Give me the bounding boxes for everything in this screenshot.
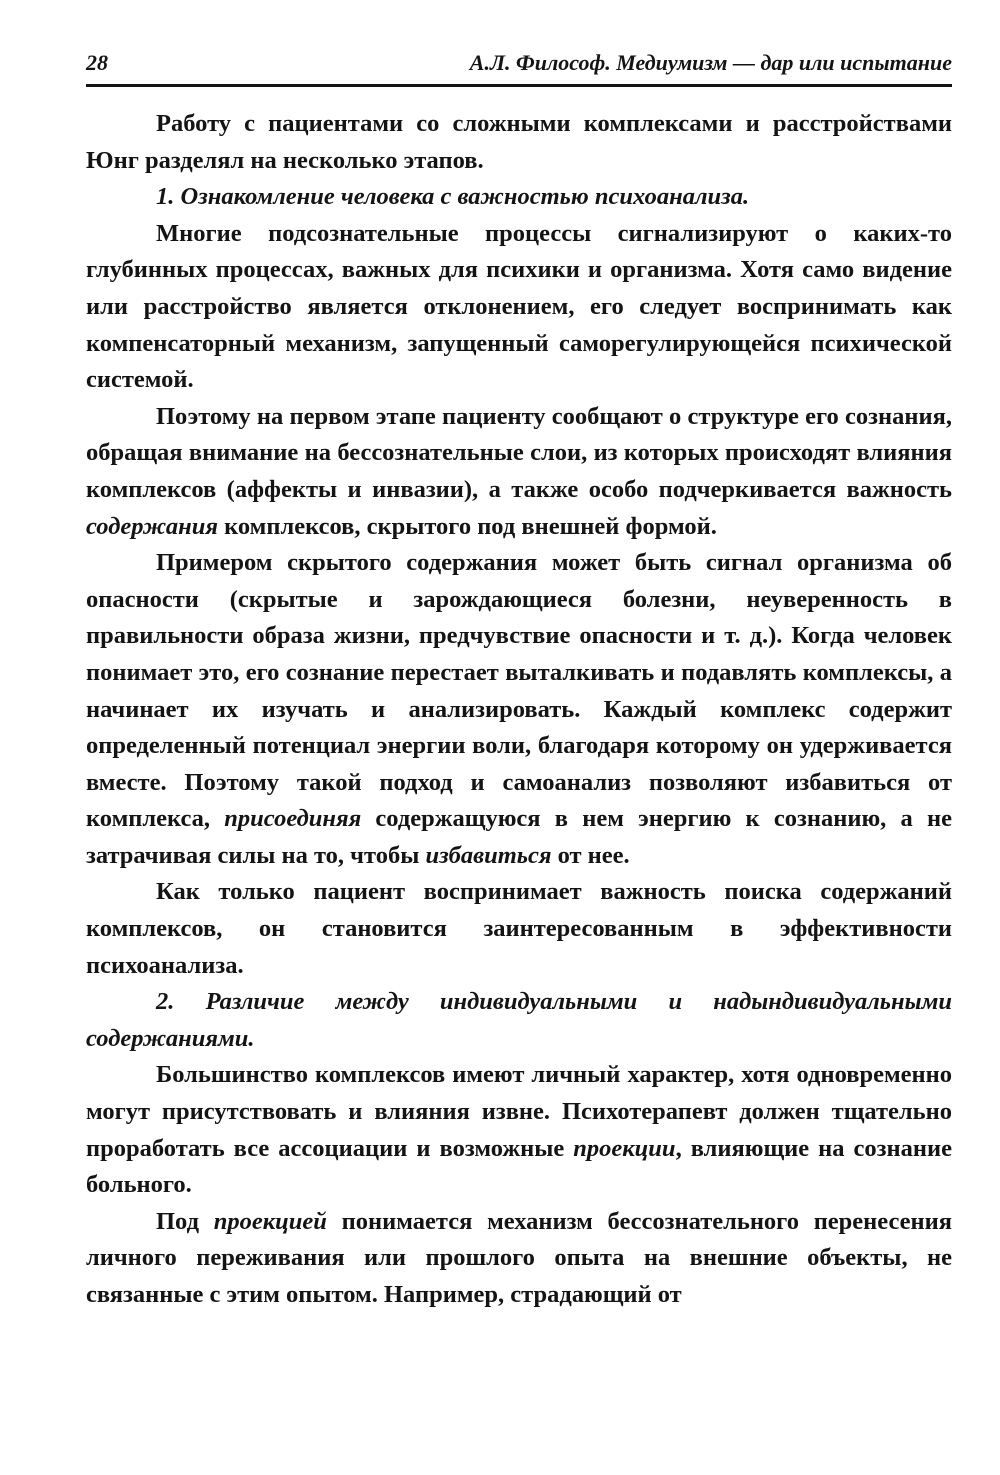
text-run: комплексов, скрытого под внешней формой.	[217, 512, 717, 540]
text-run: , влияющие на сознание больного.	[86, 1134, 952, 1199]
text-run: от нее.	[551, 841, 630, 869]
paragraph	[86, 216, 952, 399]
text-run-italic: содержания	[86, 512, 218, 540]
text-run: Под	[156, 1207, 214, 1235]
header-rule	[86, 84, 952, 87]
text-run: понимается механизм бессознательного перенесения личного переживания или прошлого опыта на внешние объекты, не связанные с этим опытом. Например, страдающий от	[86, 1207, 953, 1308]
paragraph	[86, 106, 952, 179]
running-title: А.Л. Философ. Медиумизм — дар или испытание	[469, 50, 952, 75]
text-run: Как только пациент воспринимает важность поиска содержаний комплексов, он становится заинтересованным в эффективности психоанализа.	[86, 878, 952, 979]
text-run-italic: 2. Различие между индивидуальными и надындивидуальными содержаниями.	[86, 988, 952, 1052]
text-run-italic: 1. Ознакомление человека с важностью психоанализа.	[156, 183, 750, 211]
section-heading	[86, 984, 952, 1057]
page-number: 28	[86, 50, 108, 75]
paragraph	[86, 1057, 952, 1203]
text-run: Многие подсознательные процессы сигнализируют о каких-то глубинных процессах, важных для психики и организма. Хотя само видение или расстройство является отклонением, его следует воспринимать как компенсаторный механизм, запущенный саморегулирующейся психической системой.	[86, 219, 952, 394]
text-run-italic: избавиться	[425, 841, 552, 869]
text-run: Работу с пациентами со сложными комплексами и расстройствами Юнг разделял на несколько этапов.	[86, 110, 952, 174]
text-run: содержащуюся в нем энергию к сознанию, а не затрачивая силы на то, чтобы	[86, 805, 952, 869]
text-run: Примером скрытого содержания может быть сигнал организма об опасности (скрытые и зарождающиеся болезни, неуверенность в правильности образа жизни, предчувствие опасности и т. д.). Когда человек понимает это, его сознание перестает выталкивать и подавлять комплексы, а начинает их изучать и анализировать. Каждый комплекс содержит определенный потенциал энергии воли, благодаря которому он удерживается вместе. Поэтому такой подход и самоанализ позволяют избавиться от комплекса,	[86, 549, 952, 833]
text-run: Поэтому на первом этапе пациенту сообщают о структуре его сознания, обращая внимание на бессознательные слои, из которых происходят влияния комплексов (аффекты и инвазии), а также особо подчеркивается важность	[86, 402, 952, 503]
text-run: Большинство комплексов имеют личный характер, хотя одновременно могут присутствовать и влияния извне. Психотерапевт должен тщательно проработать все ассоциации и возможные	[86, 1061, 952, 1162]
section-heading	[86, 179, 952, 216]
paragraph	[86, 399, 952, 545]
text-run-italic: проекции	[573, 1134, 676, 1162]
paragraph	[86, 545, 952, 874]
running-header	[86, 40, 952, 80]
body-text	[86, 106, 952, 1314]
paragraph	[86, 1204, 952, 1314]
text-run-italic: проекцией	[213, 1207, 327, 1235]
paragraph	[86, 874, 952, 984]
text-run-italic: присоединяя	[224, 805, 362, 833]
